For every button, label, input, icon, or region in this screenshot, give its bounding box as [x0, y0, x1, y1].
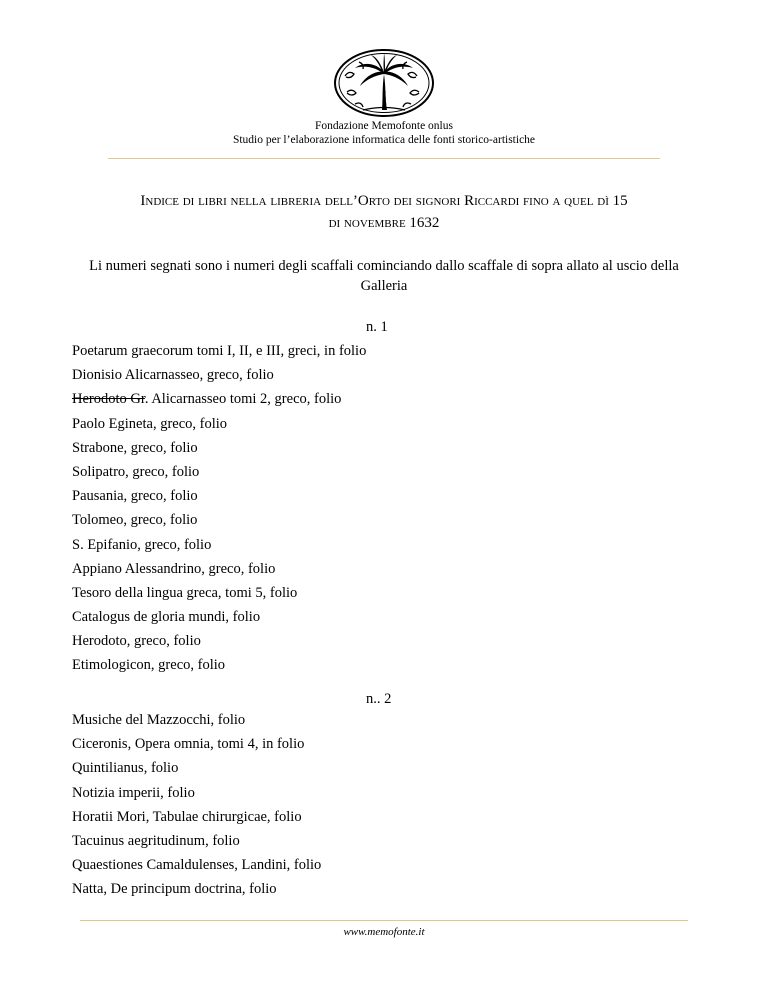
palm-tree-emblem-icon	[333, 48, 435, 118]
list-item: Notizia imperii, folio	[72, 784, 195, 801]
list-item: Ciceronis, Opera omnia, tomi 4, in folio	[72, 736, 305, 753]
shelf-label-2: n.. 2	[366, 691, 392, 707]
list-item: Paolo Egineta, greco, folio	[72, 415, 228, 432]
list-item: Poetarum graecorum tomi I, II, e III, greci, in folio	[72, 343, 367, 359]
list-item: Tolomeo, greco, folio	[72, 512, 198, 529]
document-title	[70, 190, 698, 234]
organization-name: Fondazione Memofonte onlus	[315, 120, 453, 132]
list-item: S. Epifanio, greco, folio	[72, 536, 212, 553]
shelf-2-book-list	[72, 708, 321, 902]
list-item-text: . Alicarnasseo tomi 2, greco, folio	[144, 391, 342, 408]
list-item: Tesoro della lingua greca, tomi 5, folio	[72, 584, 298, 601]
document-title-line-1: Indice di libri nella libreria dell’Orto dei signori Riccardi fino a quel dì 15	[140, 193, 628, 209]
list-item: Herodoto, greco, folio	[72, 633, 201, 650]
struck-text: Herodoto Gr	[72, 391, 145, 408]
list-item: Quintilianus, folio	[72, 760, 179, 777]
list-item: Catalogus de gloria mundi, folio	[72, 609, 261, 626]
list-item: Musiche del Mazzocchi, folio	[72, 712, 246, 728]
footer-divider	[80, 920, 688, 921]
list-item: Quaestiones Camaldulenses, Landini, folio	[72, 857, 322, 874]
list-item: Horatii Mori, Tabulae chirurgicae, folio	[72, 808, 302, 825]
shelf-1-book-list	[72, 339, 366, 678]
list-item: Appiano Alessandrino, greco, folio	[72, 560, 276, 577]
list-item: Pausania, greco, folio	[72, 488, 198, 505]
list-item: Strabone, greco, folio	[72, 439, 198, 456]
list-item: Natta, De principum doctrina, folio	[72, 881, 277, 898]
list-item	[72, 387, 366, 411]
list-item: Solipatro, greco, folio	[72, 463, 200, 480]
organization-subtitle: Studio per l’elaborazione informatica delle fonti storico-artistiche	[232, 134, 536, 146]
document-intro: Li numeri segnati sono i numeri degli scaffali cominciando dallo scaffale di sopra allato al uscio della Galleria	[89, 258, 679, 294]
shelf-label-1: n. 1	[366, 319, 388, 335]
header-divider	[108, 158, 660, 159]
list-item: Dionisio Alicarnasseo, greco, folio	[72, 367, 274, 384]
document-title-line-2: di novembre 1632	[328, 215, 440, 231]
footer-url[interactable]: www.memofonte.it	[343, 926, 425, 938]
list-item: Etimologicon, greco, folio	[72, 657, 226, 674]
list-item: Tacuinus aegritudinum, folio	[72, 832, 240, 849]
